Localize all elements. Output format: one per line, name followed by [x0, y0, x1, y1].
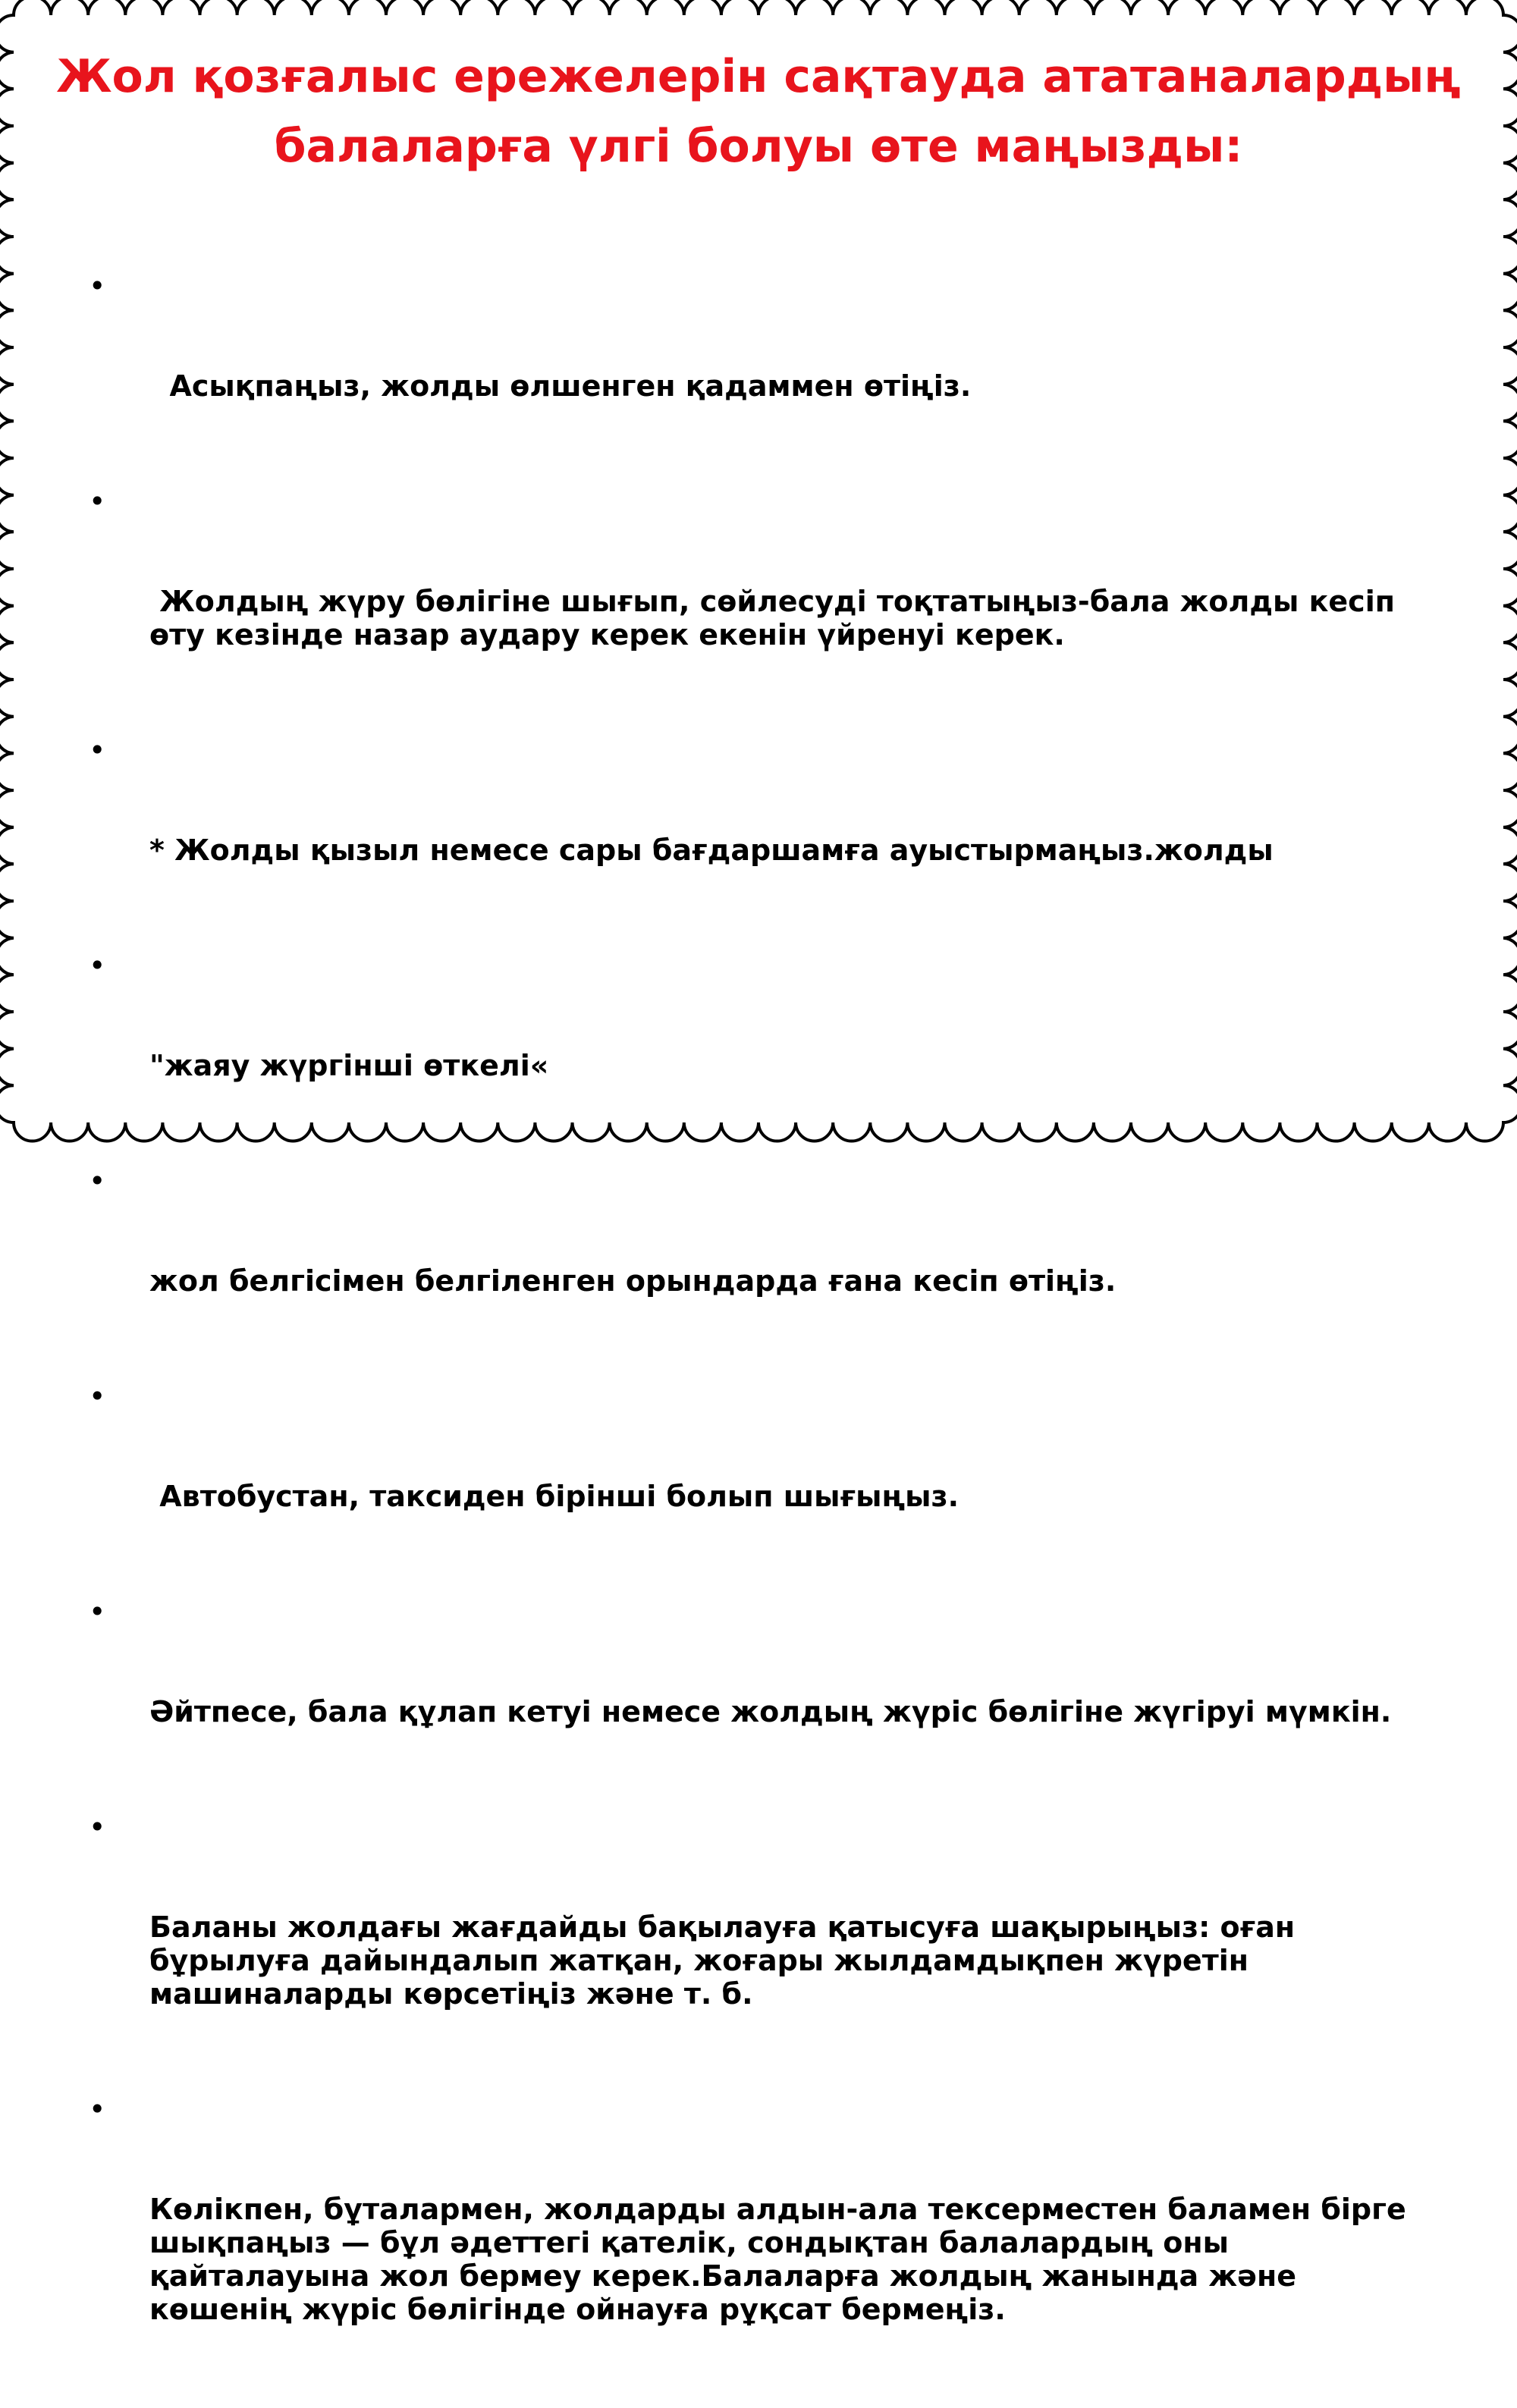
bullet-icon: • [89, 2092, 106, 2126]
list-item [87, 269, 1437, 469]
list-item [87, 733, 1437, 934]
list-item [87, 1595, 1437, 1795]
list-item-text: Автобустан, таксиден бірінші болып шығыңыз. [149, 1480, 960, 1513]
bullet-icon: • [89, 1380, 106, 1413]
bullet-icon: • [89, 949, 106, 982]
list-item-text: * Жолды қызыл немесе сары бағдаршамға ауыстырмаңыз.жолды [149, 834, 1274, 867]
bullet-icon: • [89, 733, 106, 767]
list-item [87, 1164, 1437, 1364]
list-item [87, 949, 1437, 1149]
bullet-icon: • [89, 1595, 106, 1628]
list-item-text: Жолдың жүру бөлігіне шығып, сөйлесуді тоқтатыңыз-бала жолды кесіп өту кезінде назар аудару керек екенін үйренуі керек. [149, 585, 1406, 651]
list-item-text: Әйтпесе, бала құлап кетуі немесе жолдың жүріс бөлігіне жүгіруі мүмкін. [149, 1695, 1392, 1728]
bullet-icon: • [89, 1164, 106, 1198]
list-item-text: жол белгісімен белгіленген орындарда ғана кесіп өтіңіз. [149, 1264, 1117, 1298]
title-line-1: Жол қозғалыс ережелерін сақтауда ататаналардың [56, 50, 1461, 103]
list-item [87, 485, 1437, 718]
list-item [87, 2092, 1437, 2393]
list-item-text: Асықпаңыз, жолды өлшенген қадаммен өтіңіз. [149, 369, 972, 403]
bullet-icon: • [89, 485, 106, 518]
slide-title [46, 42, 1471, 181]
list-item-text: "жаяу жүргінші өткелі« [149, 1049, 549, 1082]
bullet-icon: • [89, 269, 106, 303]
list-item [87, 1810, 1437, 2077]
bullet-list [87, 269, 1437, 2408]
title-line-2: балаларға үлгі болуы өте маңызды: [274, 120, 1243, 173]
list-item-text: Көлікпен, бұталармен, жолдарды алдын-ала тексерместен баламен бірге шықпаңыз — бұл әдеттегі қателік, сондықтан балалардың оны қайталауына жол бермеу керек.Балаларға жолдың жанында және көшенің жүріс бөлігінде ойнауға рұқсат бермеңіз. [149, 2193, 1416, 2326]
list-item [87, 1380, 1437, 1580]
list-item-text: Баланы жолдағы жағдайды бақылауға қатысуға шақырыңыз: оған бұрылуға дайындалып жатқан, жоғары жылдамдықпен жүретін машиналарды көрсетіңіз және т. б. [149, 1910, 1305, 2011]
bullet-icon: • [89, 1810, 106, 1844]
